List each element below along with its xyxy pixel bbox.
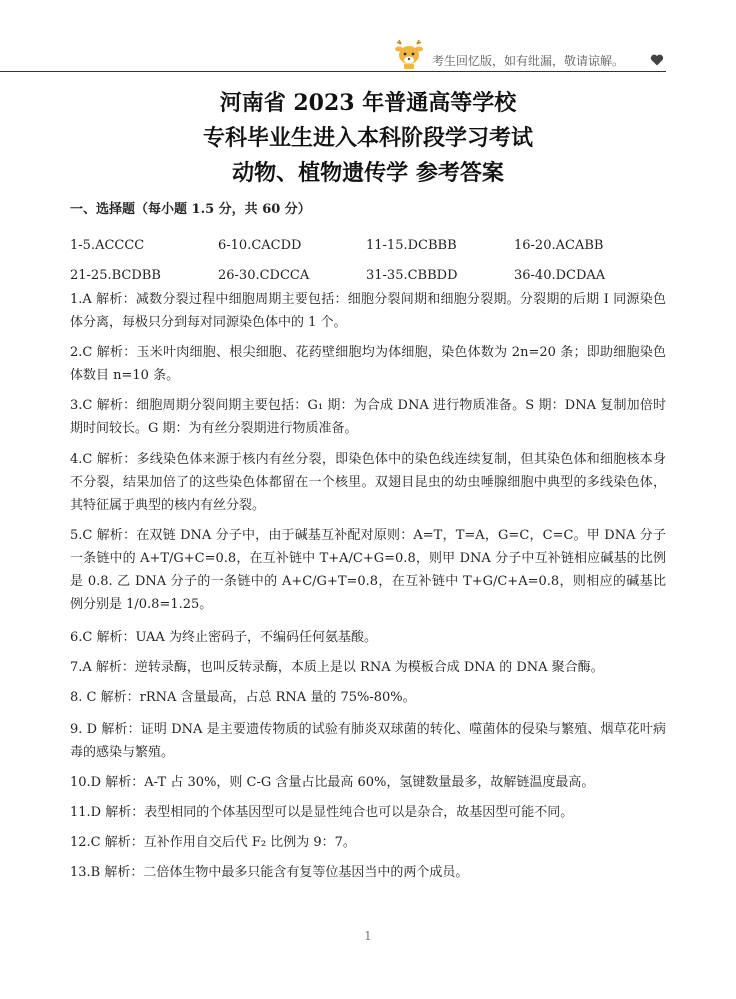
title-block: [0, 86, 736, 191]
explanation-4: 4.C 解析：多线染色体来源于核内有丝分裂，即染色体中的染色线连续复制，但其染色体和细胞核本身不分裂，结果加倍了的这些染色体都留在一个核里。双翅目昆虫的幼虫唾腺细胞中典型的多线染色体，其特征属于典型的核内有丝分裂。: [70, 452, 666, 513]
answer-group: 16-20.ACABB: [514, 237, 604, 253]
disclaimer-notice: 考生回忆版，如有纰漏，敬请谅解。: [432, 54, 625, 68]
deer-mascot-icon: [392, 40, 426, 70]
answer-group: 6-10.CACDD: [218, 237, 302, 253]
answer-group: 1-5.ACCCC: [70, 237, 145, 253]
answer-group: 31-35.CBBDD: [366, 267, 458, 283]
explanation-10: 10.D 解析：A-T 占 30%，则 C-G 含量占比最高 60%，氢键数量最多，故解链温度最高。: [70, 775, 595, 790]
answer-group: 21-25.BCDBB: [70, 267, 161, 283]
answer-group: 36-40.DCDAA: [514, 267, 606, 283]
explanation-2: 2.C 解析：玉米叶肉细胞、根尖细胞、花药壁细胞均为体细胞，染色体数为 2n=20 条；即助细胞染色体数目 n=10 条。: [70, 345, 666, 383]
page-number: 1: [364, 929, 372, 943]
header-divider: [0, 71, 666, 72]
page-header: [0, 38, 736, 72]
explanation-6: 6.C 解析：UAA 为终止密码子，不编码任何氨基酸。: [70, 630, 377, 645]
explanation-1: 1.A 解析：减数分裂过程中细胞周期主要包括：细胞分裂间期和细胞分裂期。分裂期的后期 I 同源染色体分离，每极只分到每对同源染色体中的 1 个。: [70, 292, 666, 330]
explanation-12: 12.C 解析：互补作用自交后代 F₂ 比例为 9：7。: [70, 835, 356, 850]
answer-row: [70, 260, 670, 290]
explanation-9: 9. D 解析：证明 DNA 是主要遗传物质的试验有肺炎双球菌的转化、噬菌体的侵染与繁殖、烟草花叶病毒的感染与繁殖。: [70, 722, 666, 760]
explanation-5: 5.C 解析：在双链 DNA 分子中，由于碱基互补配对原则：A=T，T=A，G=C，C=C。甲 DNA 分子一条链中的 A+T/G+C=0.8，在互补链中 T+A/C+G=0.8，则甲 DNA 分子中互补链相应碱基的比例是 0.8. 乙 DNA 分子的一条链中的 A+C/G+T=0.8，在互补链中 T+G/C+A=0.8，则相应的碱基比例分别是 1/0.8=1.25。: [70, 528, 666, 612]
section-heading: 一、选择题（每小题 1.5 分，共 60 分）: [70, 202, 311, 217]
exam-title-line-1: 河南省 2023 年普通高等学校: [219, 90, 517, 116]
explanation-8: 8. C 解析：rRNA 含量最高，占总 RNA 量的 75%-80%。: [70, 690, 416, 705]
answer-grid: [70, 230, 670, 290]
heart-icon: [650, 53, 664, 67]
explanation-3: 3.C 解析：细胞周期分裂间期主要包括：G₁ 期：为合成 DNA 进行物质准备。S 期：DNA 复制加倍时期时间较长。G 期：为有丝分裂期进行物质准备。: [70, 398, 666, 436]
answer-row: [70, 230, 670, 260]
exam-title-line-2: 专科毕业生进入本科阶段学习考试: [202, 125, 533, 151]
answer-group: 11-15.DCBBB: [366, 237, 457, 253]
explanation-7: 7.A 解析：逆转录酶，也叫反转录酶，本质上是以 RNA 为模板合成 DNA 的 DNA 聚合酶。: [70, 660, 604, 675]
exam-title-line-3: 动物、植物遗传学 参考答案: [232, 160, 504, 186]
answer-group: 26-30.CDCCA: [218, 267, 310, 283]
explanation-13: 13.B 解析：二倍体生物中最多只能含有复等位基因当中的两个成员。: [70, 865, 469, 880]
explanation-11: 11.D 解析：表型相同的个体基因型可以是显性纯合也可以是杂合，故基因型可能不同。: [70, 805, 574, 820]
